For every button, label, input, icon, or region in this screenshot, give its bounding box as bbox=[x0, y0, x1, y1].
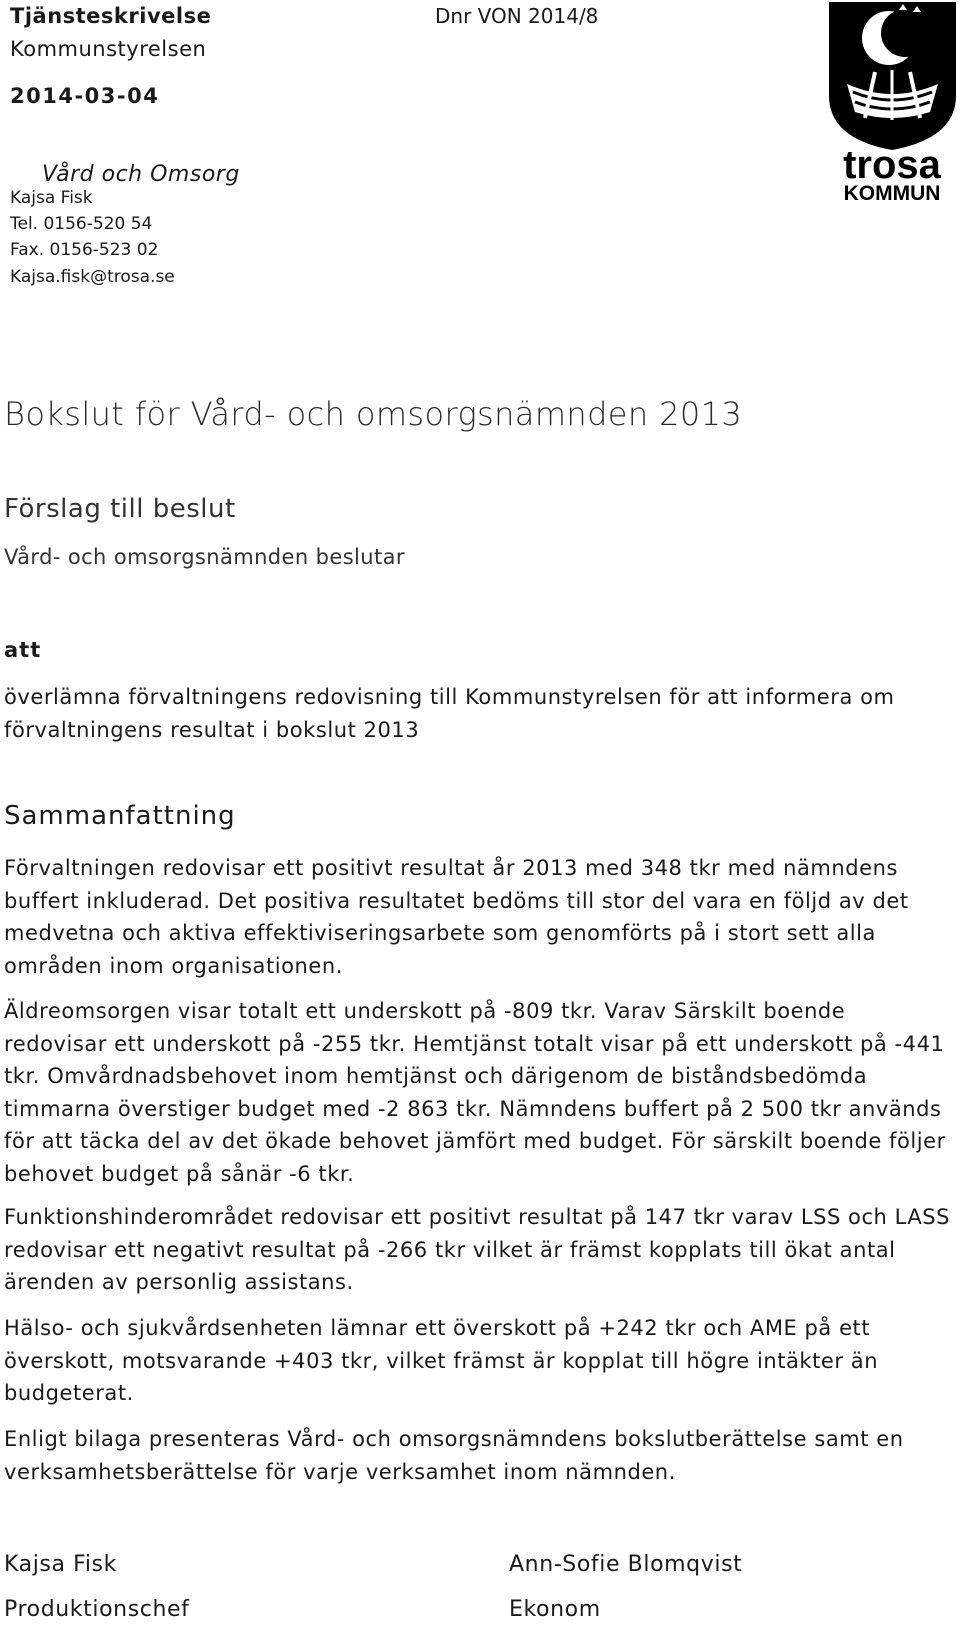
contact-tel: Tel. 0156-520 54 bbox=[10, 214, 153, 234]
proposal-decision: överlämna förvaltningens redovisning till Kommunstyrelsen för att informera om förvaltningens resultat i bokslut 2013 bbox=[4, 685, 895, 742]
diary-number: Dnr VON 2014/8 bbox=[435, 4, 599, 28]
summary-paragraph: Hälso- och sjukvårdsenheten lämnar ett överskott på +242 tkr och AME på ett överskott, motsvarande +403 tkr, vilket främst är kopplat till högre intäkter än budgeterat. bbox=[4, 1316, 879, 1405]
contact-name: Kajsa Fisk bbox=[10, 188, 93, 208]
signature-name: Kajsa Fisk bbox=[4, 1552, 117, 1577]
signature-name: Ann-Sofie Blomqvist bbox=[509, 1552, 743, 1577]
proposal-decides: Vård- och omsorgsnämnden beslutar bbox=[4, 545, 405, 569]
proposal-att: att bbox=[4, 638, 42, 662]
summary-heading: Sammanfattning bbox=[4, 801, 236, 831]
summary-paragraph: Äldreomsorgen visar totalt ett underskott på -809 tkr. Varav Särskilt boende redovisar ett underskott på -255 tkr. Hemtjänst totalt visar på ett underskott på -441 tkr. Omvårdnadsbehovet inom hemtjänst och därigenom de biståndsbedömda timmarna överstiger budget med -2 863 tkr. Nämndens buffert på 2 500 tkr används för att täcka del av det ökade behovet jämfört med budget. För särskilt boende följer behovet budget på sånär -6 tkr. bbox=[4, 999, 946, 1186]
signature-role: Produktionschef bbox=[4, 1597, 190, 1622]
department: Kommunstyrelsen bbox=[10, 37, 207, 61]
trosa-kommun-logo bbox=[825, 0, 960, 210]
unit-name: Vård och Omsorg bbox=[42, 162, 240, 187]
document-title: Bokslut för Vård- och omsorgsnämnden 2013 bbox=[4, 395, 743, 433]
logo-subtext: KOMMUN bbox=[843, 182, 941, 205]
contact-fax: Fax. 0156-523 02 bbox=[10, 240, 159, 260]
summary-paragraph: Funktionshinderområdet redovisar ett positivt resultat på 147 tkr varav LSS och LASS redovisar ett negativt resultat på -266 tkr vilket är främst kopplats till ökat antal ärenden av personlig assistans. bbox=[4, 1205, 951, 1294]
signature-role: Ekonom bbox=[509, 1597, 601, 1622]
document-date: 2014-03-04 bbox=[10, 84, 160, 108]
coat-of-arms-icon bbox=[825, 0, 960, 210]
summary-paragraph: Förvaltningen redovisar ett positivt resultat år 2013 med 348 tkr med nämndens buffert inkluderad. Det positiva resultatet bedöms till stor del vara en följd av det medvetna och aktiva effektiviseringsarbete som genomförts på i stort sett alla områden inom organisationen. bbox=[4, 856, 909, 978]
contact-email: Kajsa.fisk@trosa.se bbox=[10, 267, 175, 287]
proposal-heading: Förslag till beslut bbox=[4, 494, 236, 524]
logo-wordmark: trosa bbox=[843, 143, 941, 187]
document-type: Tjänsteskrivelse bbox=[10, 4, 212, 28]
summary-paragraph: Enligt bilaga presenteras Vård- och omsorgsnämndens bokslutberättelse samt en verksamhetsberättelse för varje verksamhet inom nämnden. bbox=[4, 1427, 904, 1484]
